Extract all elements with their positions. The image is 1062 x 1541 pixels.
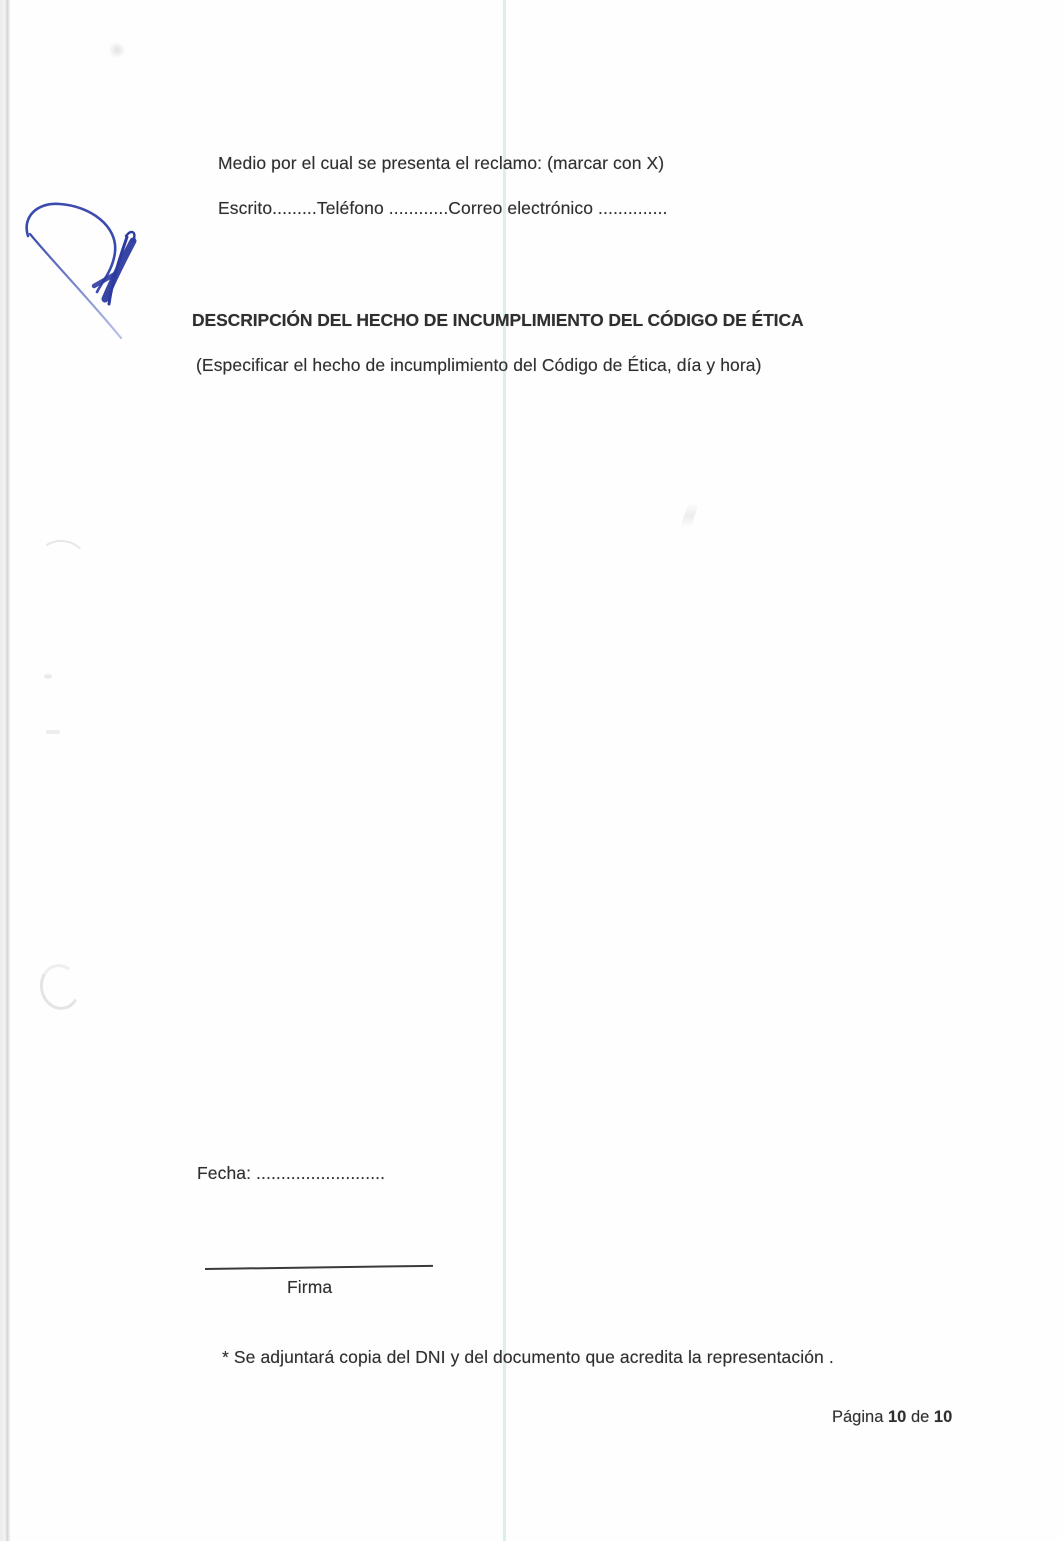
page-number-footer <box>832 1408 952 1427</box>
firma-label: Firma <box>287 1277 333 1297</box>
scan-smudge <box>44 674 52 679</box>
signature-rule-line <box>205 1265 433 1270</box>
medio-options-blanks-line: Escrito.........Teléfono ............Correo electrónico .............. <box>218 198 668 218</box>
scan-smudge <box>108 42 126 58</box>
footnote-dni: * Se adjuntará copia del DNI y del documento que acredita la representación . <box>222 1347 834 1367</box>
scan-edge-shadow <box>0 0 11 1541</box>
pagina-label: Página <box>832 1408 884 1426</box>
scan-fold-line <box>503 0 506 1541</box>
section-subheading: (Especificar el hecho de incumplimiento del Código de Ética, día y hora) <box>196 355 762 375</box>
medio-presentacion-line: Medio por el cual se presenta el reclamo: (marcar con X) <box>218 153 665 173</box>
pen-signature-scribble <box>20 190 150 350</box>
scan-smudge <box>36 960 85 1013</box>
scan-smudge <box>46 730 60 734</box>
section-heading: DESCRIPCIÓN DEL HECHO DE INCUMPLIMIENTO DEL CÓDIGO DE ÉTICA <box>192 310 804 330</box>
total-pages-number: 10 <box>933 1408 953 1426</box>
current-page-number: 10 <box>887 1408 907 1426</box>
de-label: de <box>910 1408 930 1426</box>
scan-smudge <box>36 538 88 581</box>
scan-smudge <box>680 503 698 531</box>
fecha-blank-line: Fecha: .......................... <box>197 1163 386 1183</box>
